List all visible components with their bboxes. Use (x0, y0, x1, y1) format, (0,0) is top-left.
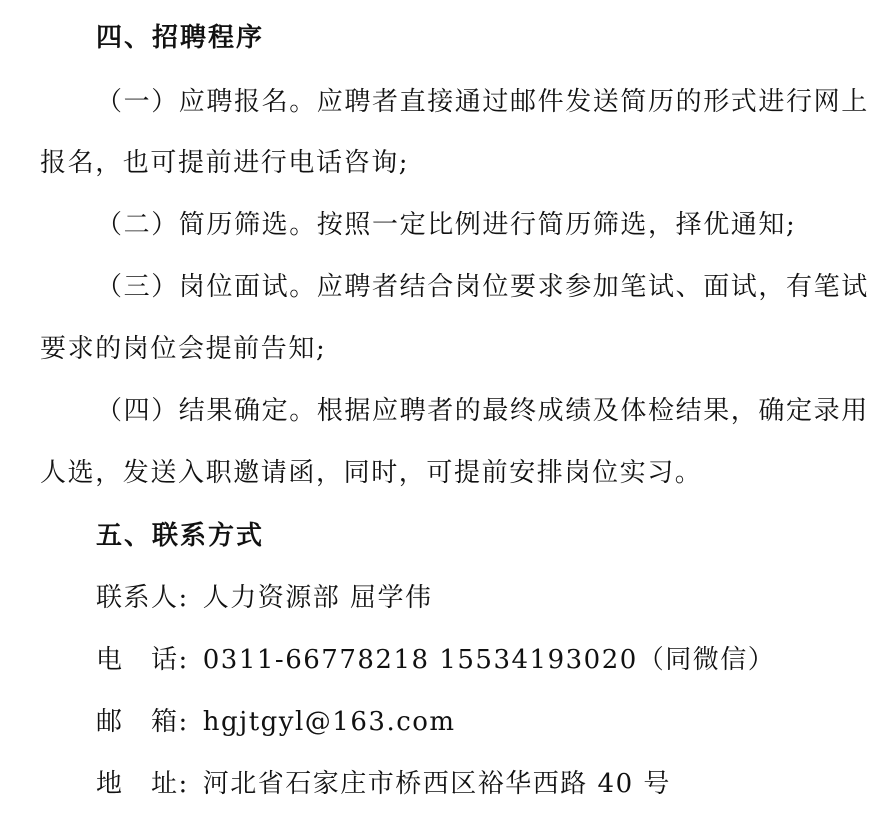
phone-label: 电 话: (96, 645, 189, 675)
email-row (96, 706, 456, 738)
address-label: 地 址: (96, 769, 189, 799)
section5-heading: 五、联系方式 (96, 521, 265, 551)
contact-person-label: 联系人: (96, 583, 189, 613)
email-value[interactable]: hgjtgyl@163.com (202, 707, 456, 737)
step1-line2: 报名，也可提前进行电话咨询; (40, 148, 410, 178)
phone-row (96, 644, 775, 676)
step3-line1: （三）岗位面试。应聘者结合岗位要求参加笔试、面试，有笔试 (96, 272, 869, 302)
step2-line1: （二）简历筛选。按照一定比例进行简历筛选，择优通知; (96, 210, 797, 240)
email-label: 邮 箱: (96, 707, 189, 737)
step4-line2: 人选，发送入职邀请函，同时，可提前安排岗位实习。 (40, 458, 703, 488)
step4-line1: （四）结果确定。根据应聘者的最终成绩及体检结果，确定录用 (96, 396, 869, 426)
step3-line2: 要求的岗位会提前告知; (40, 334, 327, 364)
contact-person-value: 人力资源部 屈学伟 (202, 583, 433, 613)
section4-heading: 四、招聘程序 (96, 23, 265, 53)
contact-person-row (96, 582, 433, 614)
step1-line1: （一）应聘报名。应聘者直接通过邮件发送简历的形式进行网上 (96, 87, 869, 117)
address-row (96, 768, 671, 800)
phone-value: 0311-66778218 15534193020（同微信） (202, 645, 776, 675)
address-value: 河北省石家庄市桥西区裕华西路 40 号 (202, 769, 671, 799)
